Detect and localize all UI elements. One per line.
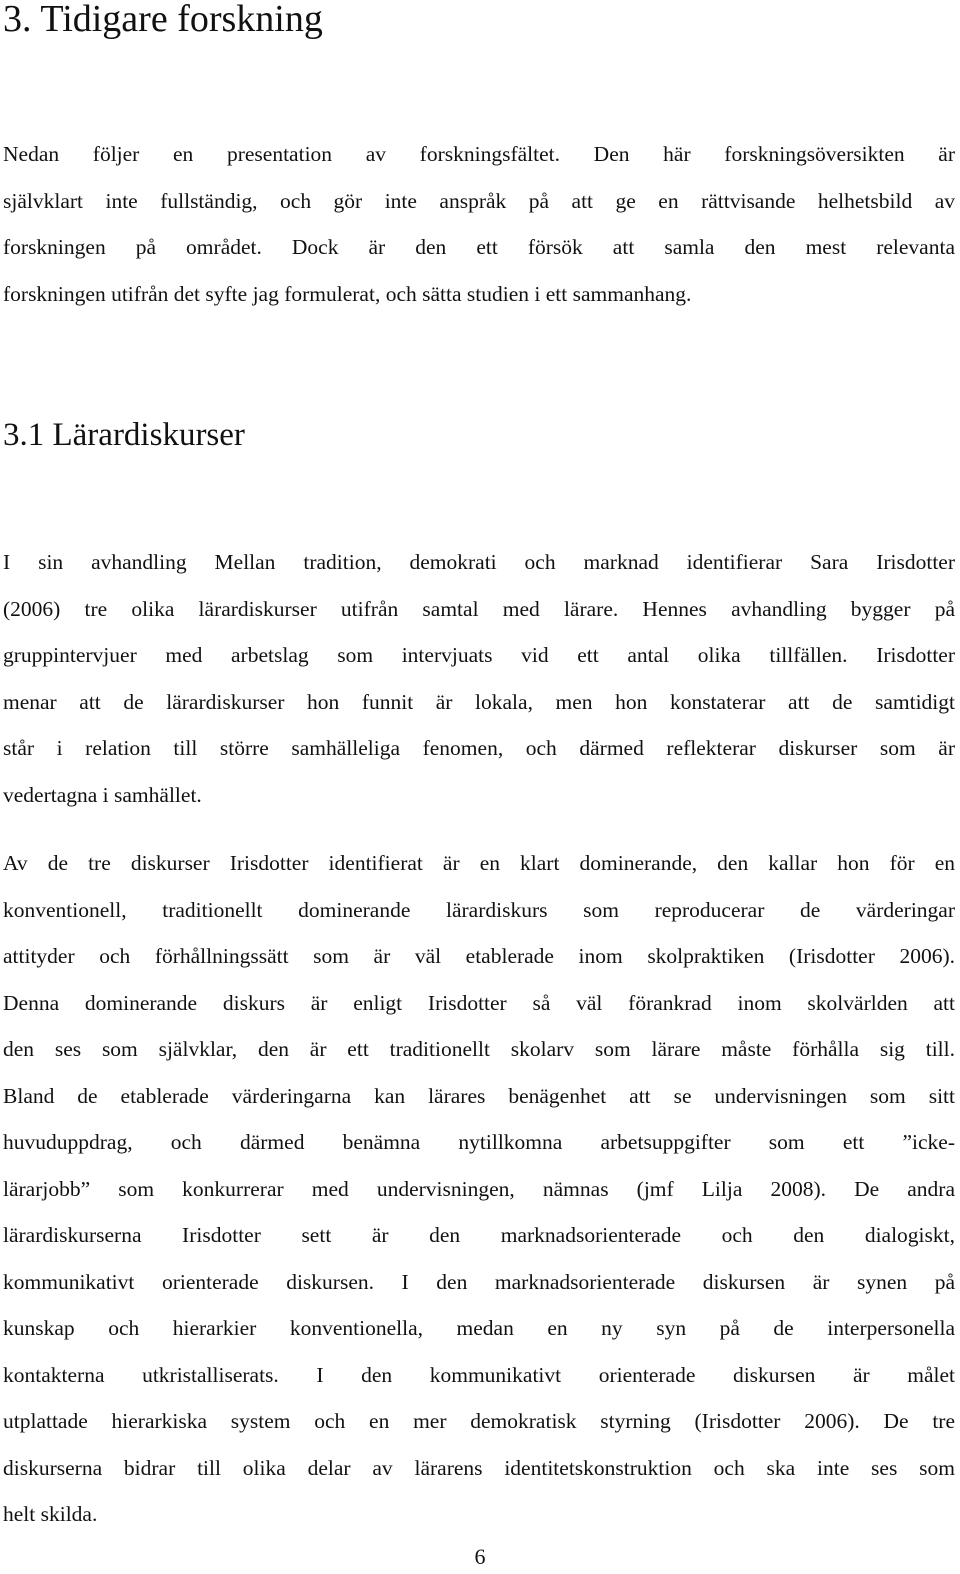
text-line: huvuduppdrag, och därmed benämna nytillkomna arbetsuppgifter som ett ”icke- <box>3 1130 955 1154</box>
text-line: står i relation till större samhälleliga fenomen, och därmed reflekterar diskurser som är <box>3 736 955 760</box>
text-line: självklart inte fullständig, och gör inte anspråk på att ge en rättvisande helhetsbild av <box>3 188 955 213</box>
body-paragraph-2 <box>3 840 955 1538</box>
text-line: utplattade hierarkiska system och en mer demokratisk styrning (Irisdotter 2006). De tre <box>3 1409 955 1433</box>
page-number: 6 <box>474 1544 486 1569</box>
text-line: Bland de etablerade värderingarna kan lärares benägenhet att se undervisningen som sitt <box>3 1083 955 1108</box>
text-line: diskurserna bidrar till olika delar av lärarens identitetskonstruktion och ska inte ses som <box>3 1455 955 1480</box>
section-heading: 3. Tidigare forskning <box>3 0 323 40</box>
text-line: (2006) tre olika lärardiskurser utifrån samtal med lärare. Hennes avhandling bygger på <box>3 596 955 621</box>
text-line: Av de tre diskurser Irisdotter identifierat är en klart dominerande, den kallar hon för en <box>3 851 955 875</box>
text-line: kunskap och hierarkier konventionella, medan en ny syn på de interpersonella <box>3 1316 955 1340</box>
text-line: Denna dominerande diskurs är enligt Irisdotter så väl förankrad inom skolvärlden att <box>3 990 955 1015</box>
text-line: lärardiskurserna Irisdotter sett är den marknadsorienterade och den dialogiskt, <box>3 1223 955 1247</box>
text-line: kontakterna utkristalliserats. I den kommunikativt orienterade diskursen är målet <box>3 1362 955 1387</box>
text-line: menar att de lärardiskurser hon funnit är lokala, men hon konstaterar att de samtidigt <box>3 689 955 714</box>
text-line: helt skilda. <box>3 1502 98 1526</box>
text-line: vedertagna i samhället. <box>3 782 202 807</box>
subsection-heading: 3.1 Lärardiskurser <box>3 417 245 453</box>
text-line: den ses som självklar, den är ett traditionellt skolarv som lärare måste förhålla sig till. <box>3 1037 955 1061</box>
body-paragraph-1 <box>3 539 955 818</box>
text-line: konventionell, traditionellt dominerande lärardiskurs som reproducerar de värderingar <box>3 897 955 922</box>
text-line: lärarjobb” som konkurrerar med undervisningen, nämnas (jmf Lilja 2008). De andra <box>3 1176 955 1201</box>
text-line: I sin avhandling Mellan tradition, demokrati och marknad identifierar Sara Irisdotter <box>3 550 955 574</box>
text-line: forskningen utifrån det syfte jag formulerat, och sätta studien i ett sammanhang. <box>3 281 692 306</box>
text-line: gruppintervjuer med arbetslag som intervjuats vid ett antal olika tillfällen. Irisdotter <box>3 643 955 667</box>
text-line: kommunikativt orienterade diskursen. I den marknadsorienterade diskursen är synen på <box>3 1269 955 1294</box>
text-line: Nedan följer en presentation av forskningsfältet. Den här forskningsöversikten är <box>3 142 955 166</box>
text-line: forskningen på området. Dock är den ett försök att samla den mest relevanta <box>3 235 955 259</box>
text-line: attityder och förhållningssätt som är väl etablerade inom skolpraktiken (Irisdotter 2006). <box>3 944 955 968</box>
intro-paragraph <box>3 131 955 317</box>
